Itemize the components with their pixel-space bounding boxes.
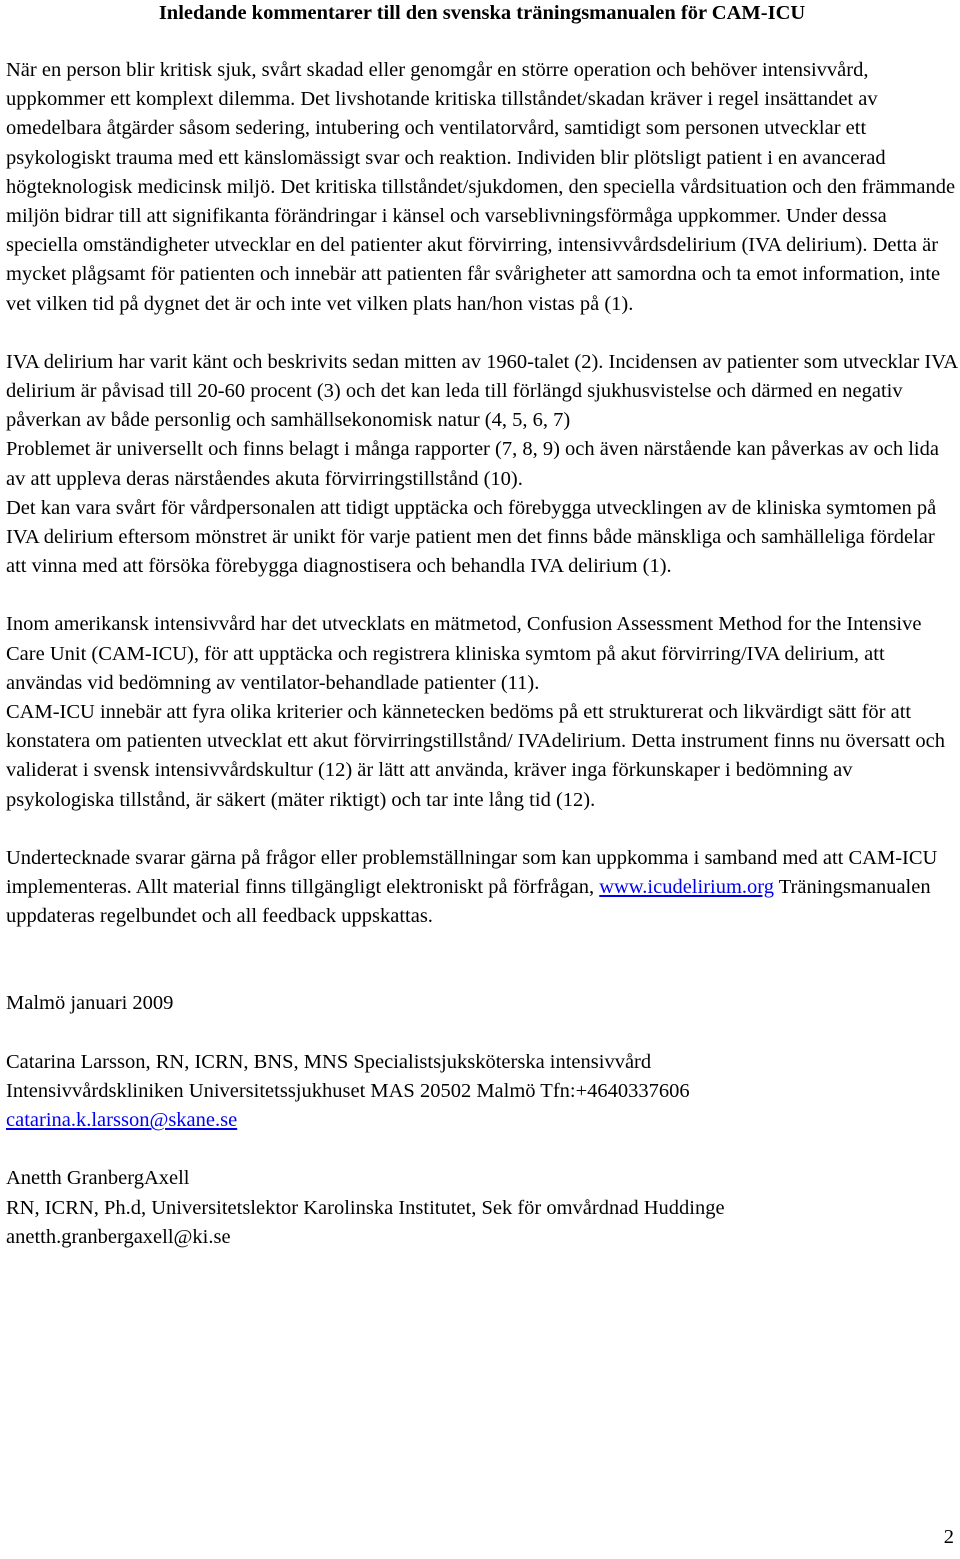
signature-block-2	[6, 1164, 958, 1252]
signature-affiliation: RN, ICRN, Ph.d, Universitetslektor Karolinska Institutet, Sek för omvårdnad Huddinge	[6, 1196, 725, 1219]
document-page	[6, 0, 958, 1252]
signature-name: Anetth GranbergAxell	[6, 1167, 190, 1190]
icudelirium-link[interactable]: www.icudelirium.org	[599, 876, 774, 899]
date-line: Malmö januari 2009	[6, 992, 174, 1015]
paragraph-contact	[6, 844, 958, 932]
signature-email: anetth.granbergaxell@ki.se	[6, 1225, 231, 1248]
contact-text-after-link: Träningsmanualen uppdateras regelbundet och all feedback uppskattas.	[6, 876, 931, 928]
paragraph-difficulty: Det kan vara svårt för vårdpersonalen att tidigt upptäcka och förebygga utvecklingen av de kliniska symtomen på IVA delirium eftersom mönstret är unikt för varje patient men det finns både mänskliga och samhälleliga fördelar att vinna med att försöka förebygga diagnostisera och behandla IVA delirium (1).	[6, 496, 937, 578]
spacer	[6, 1135, 958, 1164]
paragraph-cam-icu-origin: Inom amerikansk intensivvård har det utvecklats en mätmetod, Confusion Assessment Method for the Intensive Care Unit (CAM-ICU), för att upptäcka och registrera kliniska symtom på akut förvirring/IVA delirium, att användas vid bedömning av ventilator-behandlade patienter (11).	[6, 613, 922, 694]
signature-block-1	[6, 1048, 958, 1136]
spacer	[6, 960, 958, 989]
spacer	[6, 26, 958, 56]
paragraph-history: IVA delirium har varit känt och beskrivits sedan mitten av 1960-talet (2). Incidensen av patienter som utvecklar IVA delirium är påvisad till 20-60 procent (3) och det kan leda till förlängd sjukhusvistelse och därmed en negativ påverkan av både personlig och samhällsekonomisk natur (4, 5, 6, 7)	[6, 350, 958, 432]
spacer	[6, 931, 958, 960]
signature-affiliation: Intensivvårdskliniken Universitetssjukhuset MAS 20502 Malmö Tfn:+4640337606	[6, 1079, 690, 1102]
spacer	[6, 581, 958, 610]
spacer	[6, 1019, 958, 1048]
contact-text: Undertecknade svarar gärna på frågor eller problemställningar som kan uppkomma i samband med att CAM-ICU implementeras. Allt material finns tillgängligt elektroniskt på förfrågan,	[6, 846, 938, 899]
spacer	[6, 815, 958, 844]
paragraph-intro: När en person blir kritisk sjuk, svårt skadad eller genomgår en större operation och behöver intensivvård, uppkommer ett komplext dilemma. Det livshotande kritiska tillståndet/skadan kräver i regel insättandet av omedelbara åtgärder såsom sedering, intubering och ventilatorvård, samtidigt som personen utvecklar ett psykologiskt trauma med ett känslomässigt svar och reaktion. Individen blir plötsligt patient i en avancerad högteknologisk medicinsk miljö. Det kritiska tillståndet/sjukdomen, den speciella vårdsituation och den främmande miljön bidrar till att signifikanta förändringar i känsel och varseblivningsförmåga uppkommer. Under dessa speciella omständigheter utvecklar en del patienter akut förvirring, intensivvårdsdelirium (IVA delirium). Detta är mycket plågsamt för patienten och innebär att patienten får svårigheter att samordna och ta emot information, inte vet vilken tid på dygnet det är och inte vet vilken plats han/hon vistas på (1).	[6, 59, 956, 315]
spacer	[6, 319, 958, 348]
paragraph-cam-icu-description: CAM-ICU innebär att fyra olika kriterier och kännetecken bedöms på ett strukturerat och likvärdigt sätt för att konstatera om patienten utvecklat ett akut förvirringstillstånd/ IVAdelirium. Detta instrument finns nu översatt och validerat i svensk intensivvårdskultur (12) är lätt att använda, kräver inga förkunskaper i bedömning av psykologiska tillstånd, är säkert (mäter riktigt) och tar inte lång tid (12).	[6, 701, 945, 811]
paragraph-problem: Problemet är universellt och finns belagt i många rapporter (7, 8, 9) och även närstående kan påverkas av och lida av att uppleva deras närståendes akuta förvirringstillstånd (10).	[6, 438, 939, 490]
page-number: 2	[943, 1526, 954, 1548]
signature-name: Catarina Larsson, RN, ICRN, BNS, MNS Specialistsjuksköterska intensivvård	[6, 1050, 652, 1073]
signature-email-link[interactable]: catarina.k.larsson@skane.se	[6, 1109, 238, 1132]
document-title: Inledande kommentarer till den svenska träningsmanualen för CAM-ICU	[158, 2, 806, 24]
